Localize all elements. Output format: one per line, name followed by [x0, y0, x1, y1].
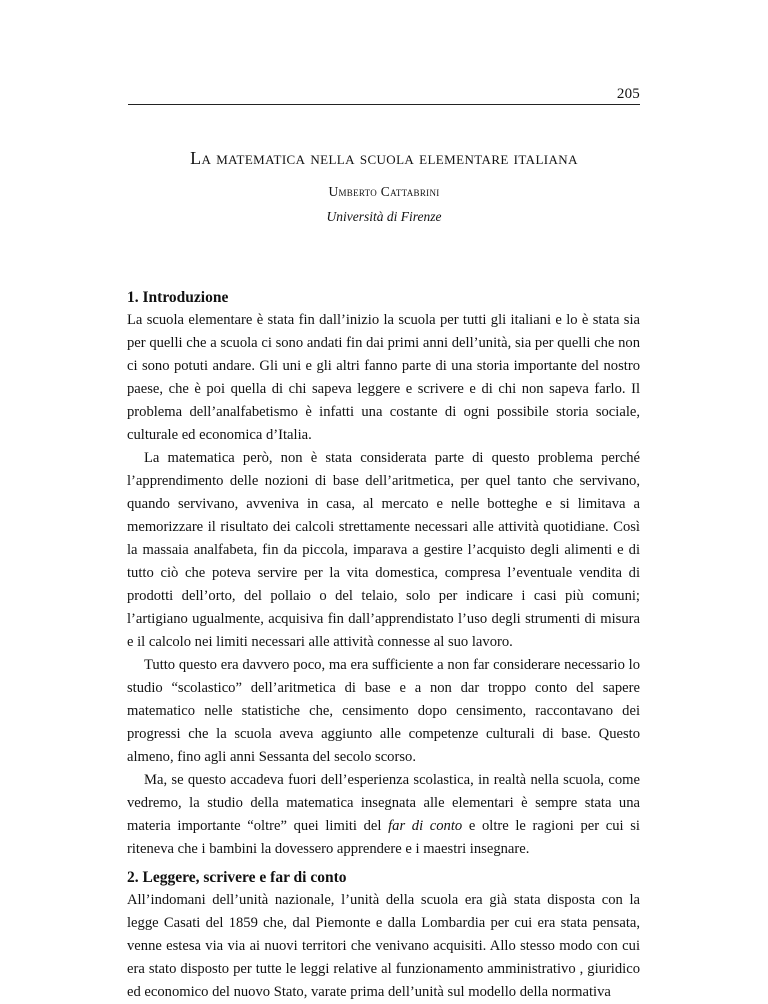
page-number: 205 — [616, 86, 640, 102]
paragraph: All’indomani dell’unità nazionale, l’unità della scuola era già stata disposta con la legge Casati del 1859 che, dal Piemonte e dalla Lombardia per cui era stata pensata, venne estesa via via ai nuovi territori che venivano acquisiti. Allo stesso modo con cui era stato disposto per tutte le leggi relative al funzionamento amministrativo , giuridico ed economico del nuovo Stato, varate prima dell’unità sul modello della normativa — [127, 892, 640, 1000]
paragraph: La matematica però, non è stata considerata parte di questo problema perché l’apprendimento delle nozioni di base dell’aritmetica, per quel tanto che servivano, quando servivano, avveniva in casa, al mercato e nelle botteghe e si limitava a memorizzare il risultato dei calcoli strettamente necessari alle attività quotidiane. Così la massaia analfabeta, fin da piccola, imparava a gestire l’acquisto degli alimenti e di tutto ciò che poteva servire per la vita domestica, compresa l’eventuale vendita di prodotti dell’orto, del pollaio o del telaio, solo per indicare i casi più comuni; l’artigiano ugualmente, acquisiva fin dall’apprendistato l’uso degli strumenti di misura e il calcolo nei limiti necessari alle attività connesse al suo lavoro. — [127, 450, 640, 650]
section-heading: 1. Introduzione — [127, 289, 229, 306]
section-introduzione — [127, 286, 640, 861]
paragraph: Tutto questo era davvero poco, ma era sufficiente a non far considerare necessario lo studio “scolastico” dell’aritmetica di base e a non dar troppo conto del sapere matematico nelle statistiche che, censimento dopo censimento, raccontavano dei progressi che la scuola aveva aggiunto alle competenze culturali di base. Questo almeno, fino agli anni Sessanta del secolo scorso. — [127, 657, 640, 765]
article-body — [127, 286, 640, 1004]
author-name: Umberto Cattabrini — [328, 184, 440, 199]
paragraph-text: Ma, se questo accadeva fuori dell’esperienza scolastica, in realtà nella scuola, come vedremo, la studio della matematica insegnata alle elementari è sempre stata una materia importante “oltre” quei limiti del — [127, 772, 640, 834]
section-leggere-scrivere — [127, 866, 640, 1004]
header-rule — [128, 104, 640, 105]
emphasis-text: far di conto — [388, 818, 463, 834]
author-affiliation: Università di Firenze — [326, 209, 442, 224]
paragraph — [127, 769, 640, 861]
paragraph-text: e oltre le ragioni per cui si riteneva che i bambini la dovessero apprendere e i maestri insegnare. — [127, 818, 640, 857]
paragraph: La scuola elementare è stata fin dall’inizio la scuola per tutti gli italiani e lo è stata sia per quelli che a scuola ci sono andati fin dai primi anni dell’unità, sia per quelli che non ci sono potuti andare. Gli uni e gli altri fanno parte di una storia importante del nostro paese, che è poi quella di chi sapeva leggere e scrivere e di chi non sapeva farlo. Il problema dell’analfabetismo è infatti una costante di ogni possibile storia sociale, culturale ed economica d’Italia. — [127, 312, 640, 443]
article-title: La matematica nella scuola elementare italiana — [190, 148, 578, 168]
section-heading: 2. Leggere, scrivere e far di conto — [127, 869, 347, 886]
